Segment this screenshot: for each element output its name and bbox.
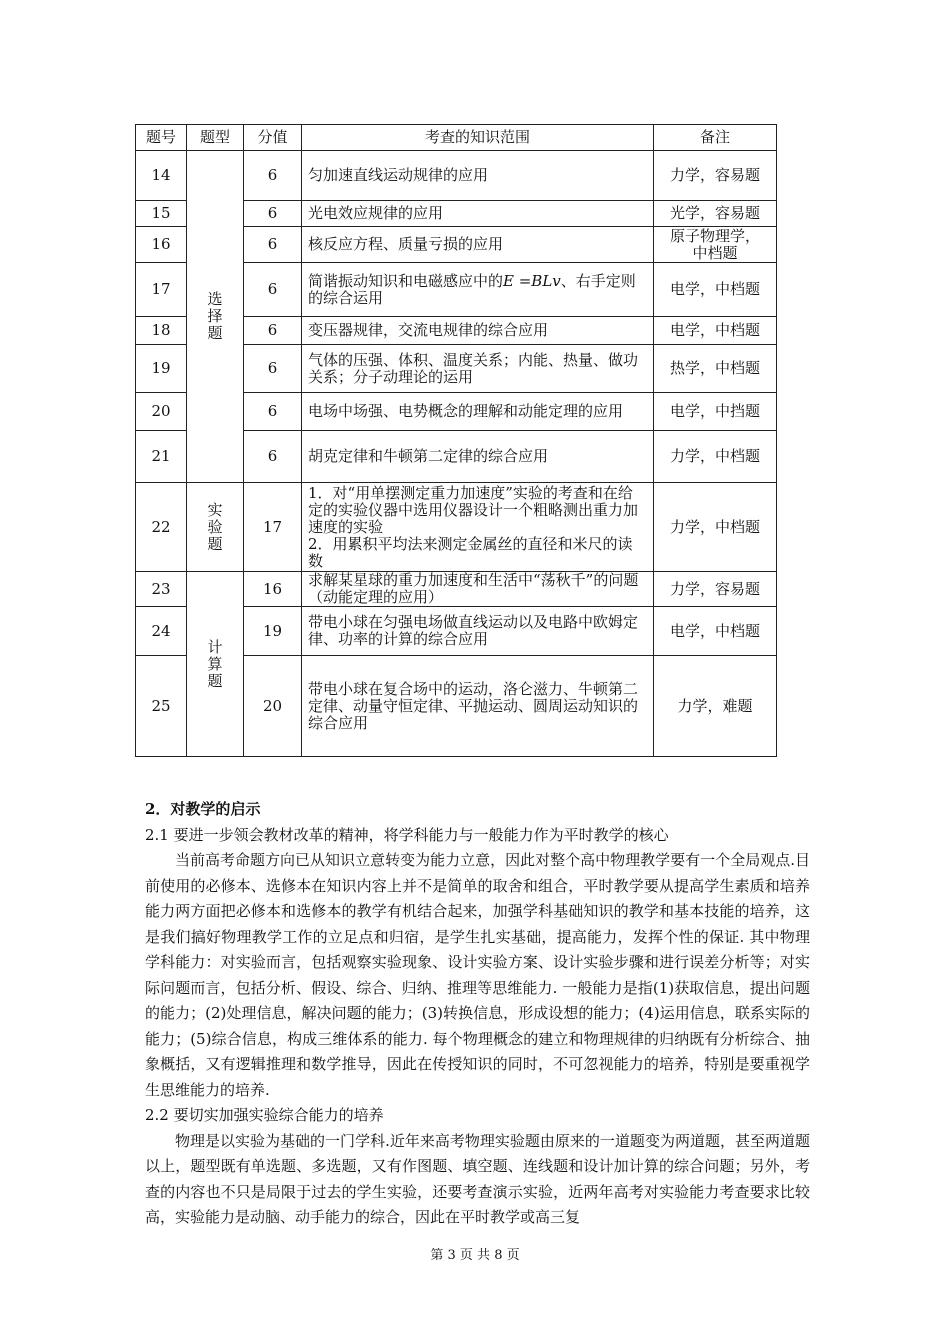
cell-note: 电学，中档题 xyxy=(654,317,777,345)
table-row xyxy=(136,483,777,572)
scope-line: 1．对“用单摆测定重力加速度”实验的考查和在给定的实验仪器中选用仪器设计一个粗略测出重力加速度的实验 xyxy=(308,483,639,536)
cell-note: 原子物理学，中档题 xyxy=(654,227,777,263)
cell-scope: 电场中场强、电势概念的理解和动能定理的应用 xyxy=(302,393,654,431)
scope-text: 简谐振动知识和电磁感应中的 xyxy=(308,271,504,290)
cell-score: 6 xyxy=(244,431,302,483)
formula: E =BLv xyxy=(503,271,561,290)
cell-note: 力学，容易题 xyxy=(654,151,777,201)
cell-score: 19 xyxy=(244,607,302,656)
paragraph: 物理是以实验为基础的一门学科.近年来高考物理实验题由原来的一道题变为两道题，甚至两道题以上，题型既有单选题、多选题，又有作图题、填空题、连线题和设计加计算的综合问题；另外，考查的内容也不只是局限于过去的学生实验，还要考查演示实验，近两年高考对实验能力考查要求比较高，实验能力是动脑、动手能力的综合，因此在平时教学或高三复 xyxy=(145,1131,810,1226)
table-header-row xyxy=(136,125,777,151)
cell-no: 21 xyxy=(136,431,187,483)
cell-scope: 求解某星球的重力加速度和生活中“荡秋千”的问题（动能定理的应用） xyxy=(302,572,654,607)
cell-note: 光学，容易题 xyxy=(654,201,777,227)
cell-score: 6 xyxy=(244,201,302,227)
cell-scope: 光电效应规律的应用 xyxy=(302,201,654,227)
group-choice-label: 选择题 xyxy=(207,290,223,342)
table-row xyxy=(136,151,777,201)
cell-scope: 核反应方程、质量亏损的应用 xyxy=(302,227,654,263)
cell-scope: 匀加速直线运动规律的应用 xyxy=(302,151,654,201)
header-no: 题号 xyxy=(136,125,187,151)
cell-score: 16 xyxy=(244,572,302,607)
scope-text: 、右手定则的综合运用 xyxy=(308,271,636,307)
cell-scope: 气体的压强、体积、温度关系；内能、热量、做功关系；分子动理论的运用 xyxy=(302,345,654,393)
cell-no: 17 xyxy=(136,263,187,317)
cell-no: 16 xyxy=(136,227,187,263)
cell-no: 22 xyxy=(136,483,187,572)
section-2 xyxy=(145,797,810,1231)
cell-score: 17 xyxy=(244,483,302,572)
cell-no: 24 xyxy=(136,607,187,656)
header-score: 分值 xyxy=(244,125,302,151)
group-experiment-label: 实验题 xyxy=(207,500,223,553)
subheading-2-1: 2.1 要进一步领会教材改革的精神，将学科能力与一般能力作为平时教学的核心 xyxy=(145,825,669,844)
header-type: 题型 xyxy=(187,125,244,151)
cell-scope: 变压器规律，交流电规律的综合应用 xyxy=(302,317,654,345)
cell-score: 6 xyxy=(244,393,302,431)
cell-scope: 胡克定律和牛顿第二定律的综合应用 xyxy=(302,431,654,483)
section-heading: 2．对教学的启示 xyxy=(145,800,261,818)
cell-note: 力学，中档题 xyxy=(654,483,777,572)
cell-score: 20 xyxy=(244,656,302,757)
cell-note: 力学，容易题 xyxy=(654,572,777,607)
group-calc-label: 计算题 xyxy=(207,637,223,690)
scope-line: 2．用累积平均法来测定金属丝的直径和米尺的读数 xyxy=(308,534,633,570)
cell-note: 热学，中档题 xyxy=(654,345,777,393)
cell-score: 6 xyxy=(244,263,302,317)
cell-no: 20 xyxy=(136,393,187,431)
group-choice xyxy=(187,151,244,483)
group-experiment xyxy=(187,483,244,572)
cell-score: 6 xyxy=(244,345,302,393)
cell-scope: 带电小球在匀强电场做直线运动以及电路中欧姆定律、功率的计算的综合应用 xyxy=(302,607,654,656)
cell-no: 18 xyxy=(136,317,187,345)
cell-score: 6 xyxy=(244,151,302,201)
header-note: 备注 xyxy=(654,125,777,151)
paragraph: 当前高考命题方向已从知识立意转变为能力立意，因此对整个高中物理教学要有一个全局观点.目前使用的必修本、选修本在知识内容上并不是简单的取舍和组合，平时教学要从提高学生素质和培养能力两方面把必修本和选修本的教学有机结合起来，加强学科基础知识的教学和基本技能的培养，这是我们搞好物理教学工作的立足点和归宿，是学生扎实基础，提高能力，发挥个性的保证. 其中物理学科能力：对实验而言，包括观察实验现象、设计实验方案、设计实验步骤和进行误差分析等；对实际问题而言，包括分析、假设、综合、归纳、推理等思维能力. 一般能力是指(1)获取信息，提出问题的能力；(2)处理信息，解决问题的能力；(3)转换信息，形成设想的能力；(4)运用信息，联系实际的能力；(5)综合信息，构成三维体系的能力. 每个物理概念的建立和物理规律的归纳既有分析综合、抽象概括，又有逻辑推理和数学推导，因此在传授知识的同时，不可忽视能力的培养，特别是要重视学生思维能力的培养. xyxy=(145,851,810,1099)
header-scope: 考查的知识范围 xyxy=(302,125,654,151)
cell-scope: 带电小球在复合场中的运动，洛仑滋力、牛顿第二定律、动量守恒定律、平抛运动、圆周运动知识的综合应用 xyxy=(302,656,654,757)
cell-no: 19 xyxy=(136,345,187,393)
page-footer: 第 3 页 共 8 页 xyxy=(430,1248,520,1263)
cell-note: 力学，难题 xyxy=(654,656,777,757)
cell-no: 14 xyxy=(136,151,187,201)
cell-no: 25 xyxy=(136,656,187,757)
cell-note: 电学，中档题 xyxy=(654,263,777,317)
cell-scope xyxy=(302,263,654,317)
cell-note: 力学，中档题 xyxy=(654,431,777,483)
table-row xyxy=(136,572,777,607)
subheading-2-2: 2.2 要切实加强实验综合能力的培养 xyxy=(145,1106,384,1124)
exam-analysis-table xyxy=(135,124,777,757)
cell-note: 电学，中挡题 xyxy=(654,393,777,431)
cell-score: 6 xyxy=(244,317,302,345)
cell-scope xyxy=(302,483,654,572)
cell-no: 23 xyxy=(136,572,187,607)
group-calc xyxy=(187,572,244,757)
cell-score: 6 xyxy=(244,227,302,263)
cell-no: 15 xyxy=(136,201,187,227)
cell-note: 电学，中档题 xyxy=(654,607,777,656)
